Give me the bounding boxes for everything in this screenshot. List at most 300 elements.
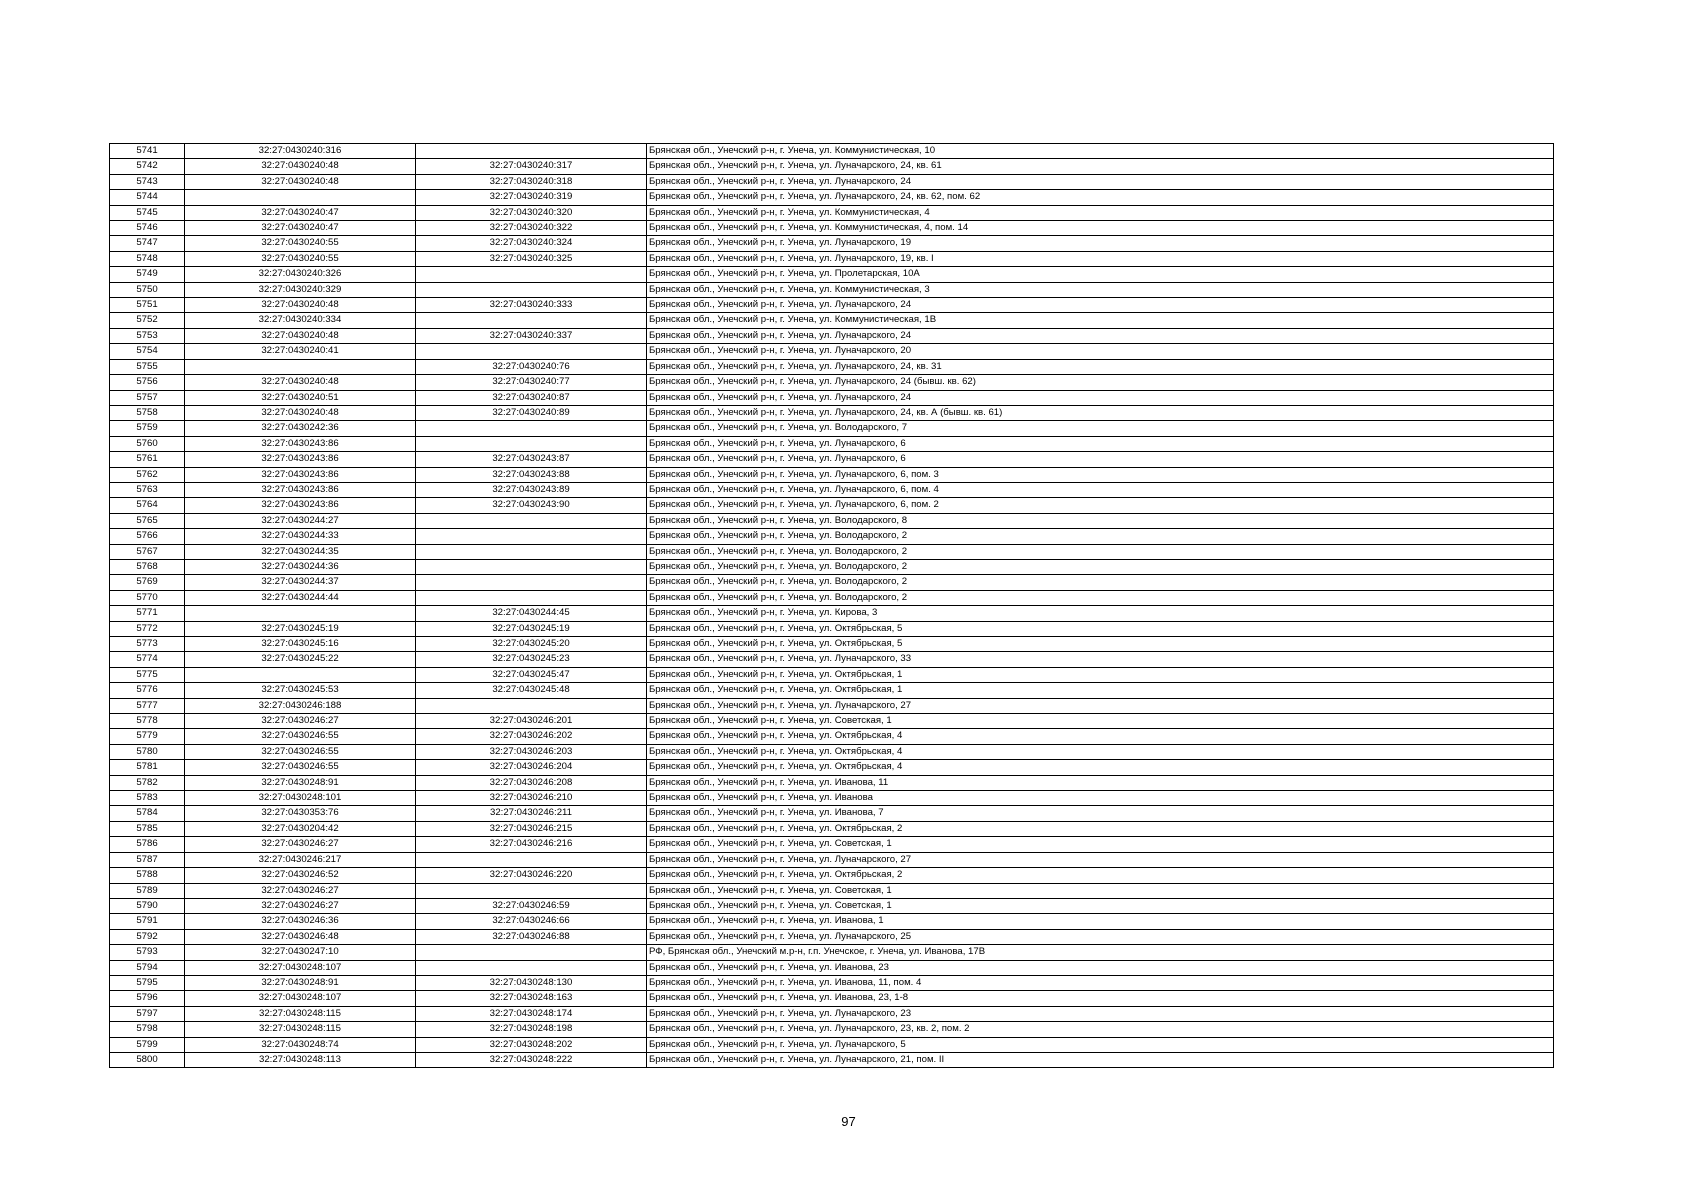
address-cell: Брянская обл., Унечский р-н, г. Унеча, ул. Октябрьская, 1 [647,683,1554,698]
table-row [110,421,1554,436]
row-number-cell: 5755 [110,359,185,374]
row-number-cell: 5757 [110,390,185,405]
table-row [110,436,1554,451]
parent-cadastral-number-cell: 32:27:0430244:37 [185,575,416,590]
parent-cadastral-number-cell: 32:27:0430245:19 [185,621,416,636]
table-row [110,637,1554,652]
cadastral-number-cell: 32:27:0430245:19 [416,621,647,636]
table-row [110,205,1554,220]
cadastral-number-cell: 32:27:0430245:20 [416,637,647,652]
parent-cadastral-number-cell: 32:27:0430248:101 [185,791,416,806]
table-row [110,852,1554,867]
address-cell: Брянская обл., Унечский р-н, г. Унеча, ул. Октябрьская, 1 [647,667,1554,682]
cadastral-number-cell: 32:27:0430240:325 [416,251,647,266]
row-number-cell: 5745 [110,205,185,220]
row-number-cell: 5769 [110,575,185,590]
parent-cadastral-number-cell: 32:27:0430245:16 [185,637,416,652]
parent-cadastral-number-cell: 32:27:0430248:115 [185,1022,416,1037]
parent-cadastral-number-cell: 32:27:0430244:44 [185,590,416,605]
table-row [110,868,1554,883]
parent-cadastral-number-cell: 32:27:0430246:217 [185,852,416,867]
parent-cadastral-number-cell: 32:27:0430240:47 [185,205,416,220]
table-row [110,945,1554,960]
row-number-cell: 5788 [110,868,185,883]
row-number-cell: 5753 [110,328,185,343]
table-row [110,328,1554,343]
cadastral-number-cell [416,590,647,605]
row-number-cell: 5780 [110,744,185,759]
address-cell: Брянская обл., Унечский р-н, г. Унеча, ул. Луначарского, 33 [647,652,1554,667]
row-number-cell: 5778 [110,714,185,729]
table-row [110,467,1554,482]
table-row [110,791,1554,806]
cadastral-number-cell [416,559,647,574]
table-row [110,760,1554,775]
cadastral-number-cell [416,529,647,544]
row-number-cell: 5794 [110,960,185,975]
parent-cadastral-number-cell: 32:27:0430248:115 [185,1006,416,1021]
cadastral-table [109,143,1554,1068]
address-cell: Брянская обл., Унечский р-н, г. Унеча, ул. Луначарского, 19 [647,236,1554,251]
cadastral-number-cell: 32:27:0430243:89 [416,482,647,497]
cadastral-number-cell: 32:27:0430246:203 [416,744,647,759]
table-row [110,960,1554,975]
cadastral-number-cell: 32:27:0430246:88 [416,929,647,944]
address-cell: Брянская обл., Унечский р-н, г. Унеча, ул. Луначарского, 6 [647,436,1554,451]
table-row [110,529,1554,544]
parent-cadastral-number-cell: 32:27:0430240:47 [185,221,416,236]
cadastral-number-cell: 32:27:0430248:130 [416,975,647,990]
cadastral-number-cell: 32:27:0430245:23 [416,652,647,667]
address-cell: Брянская обл., Унечский р-н, г. Унеча, ул. Луначарского, 24 (бывш. кв. 62) [647,375,1554,390]
parent-cadastral-number-cell: 32:27:0430244:27 [185,513,416,528]
row-number-cell: 5748 [110,251,185,266]
row-number-cell: 5785 [110,821,185,836]
table-row [110,359,1554,374]
address-cell: Брянская обл., Унечский р-н, г. Унеча, ул. Коммунистическая, 4, пом. 14 [647,221,1554,236]
parent-cadastral-number-cell: 32:27:0430246:55 [185,760,416,775]
table-row [110,544,1554,559]
cadastral-number-cell [416,436,647,451]
row-number-cell: 5787 [110,852,185,867]
cadastral-number-cell: 32:27:0430246:66 [416,914,647,929]
cadastral-number-cell: 32:27:0430240:317 [416,159,647,174]
row-number-cell: 5743 [110,174,185,189]
cadastral-number-cell: 32:27:0430240:337 [416,328,647,343]
table-row [110,606,1554,621]
address-cell: Брянская обл., Унечский р-н, г. Унеча, ул. Луначарского, 27 [647,852,1554,867]
address-cell: Брянская обл., Унечский р-н, г. Унеча, ул. Советская, 1 [647,714,1554,729]
row-number-cell: 5768 [110,559,185,574]
address-cell: Брянская обл., Унечский р-н, г. Унеча, ул. Володарского, 2 [647,544,1554,559]
address-cell: Брянская обл., Унечский р-н, г. Унеча, ул. Луначарского, 23 [647,1006,1554,1021]
table-row [110,405,1554,420]
cadastral-number-cell [416,945,647,960]
row-number-cell: 5765 [110,513,185,528]
cadastral-number-cell: 32:27:0430240:318 [416,174,647,189]
parent-cadastral-number-cell: 32:27:0430248:91 [185,775,416,790]
row-number-cell: 5767 [110,544,185,559]
cadastral-number-cell: 32:27:0430246:210 [416,791,647,806]
address-cell: Брянская обл., Унечский р-н, г. Унеча, ул. Володарского, 2 [647,559,1554,574]
cadastral-number-cell [416,282,647,297]
table-row [110,914,1554,929]
address-cell: Брянская обл., Унечский р-н, г. Унеча, ул. Володарского, 7 [647,421,1554,436]
parent-cadastral-number-cell: 32:27:0430240:48 [185,174,416,189]
table-row [110,898,1554,913]
parent-cadastral-number-cell: 32:27:0430204:42 [185,821,416,836]
table-row [110,221,1554,236]
parent-cadastral-number-cell: 32:27:0430240:48 [185,298,416,313]
row-number-cell: 5799 [110,1037,185,1052]
parent-cadastral-number-cell: 32:27:0430243:86 [185,436,416,451]
row-number-cell: 5771 [110,606,185,621]
cadastral-number-cell: 32:27:0430245:48 [416,683,647,698]
address-cell: Брянская обл., Унечский р-н, г. Унеча, ул. Советская, 1 [647,883,1554,898]
cadastral-number-cell: 32:27:0430243:90 [416,498,647,513]
row-number-cell: 5747 [110,236,185,251]
parent-cadastral-number-cell [185,667,416,682]
cadastral-table-body [110,144,1554,1068]
table-row [110,390,1554,405]
row-number-cell: 5784 [110,806,185,821]
address-cell: Брянская обл., Унечский р-н, г. Унеча, ул. Октябрьская, 4 [647,760,1554,775]
parent-cadastral-number-cell: 32:27:0430248:107 [185,960,416,975]
address-cell: Брянская обл., Унечский р-н, г. Унеча, ул. Октябрьская, 4 [647,744,1554,759]
parent-cadastral-number-cell: 32:27:0430246:52 [185,868,416,883]
address-cell: Брянская обл., Унечский р-н, г. Унеча, ул. Луначарского, 6, пом. 2 [647,498,1554,513]
parent-cadastral-number-cell: 32:27:0430240:51 [185,390,416,405]
address-cell: Брянская обл., Унечский р-н, г. Унеча, ул. Иванова, 23 [647,960,1554,975]
parent-cadastral-number-cell: 32:27:0430246:55 [185,744,416,759]
cadastral-number-cell [416,698,647,713]
row-number-cell: 5764 [110,498,185,513]
row-number-cell: 5776 [110,683,185,698]
address-cell: Брянская обл., Унечский р-н, г. Унеча, ул. Советская, 1 [647,898,1554,913]
address-cell: Брянская обл., Унечский р-н, г. Унеча, ул. Луначарского, 24 [647,298,1554,313]
table-row [110,282,1554,297]
row-number-cell: 5777 [110,698,185,713]
cadastral-number-cell: 32:27:0430240:319 [416,190,647,205]
row-number-cell: 5759 [110,421,185,436]
cadastral-number-cell: 32:27:0430240:324 [416,236,647,251]
table-row [110,344,1554,359]
address-cell: Брянская обл., Унечский р-н, г. Унеча, ул. Октябрьская, 2 [647,868,1554,883]
parent-cadastral-number-cell: 32:27:0430248:113 [185,1052,416,1067]
address-cell: Брянская обл., Унечский р-н, г. Унеча, ул. Луначарского, 24, кв. 62, пом. 62 [647,190,1554,205]
address-cell: Брянская обл., Унечский р-н, г. Унеча, ул. Коммунистическая, 3 [647,282,1554,297]
address-cell: Брянская обл., Унечский р-н, г. Унеча, ул. Луначарского, 6 [647,452,1554,467]
cadastral-number-cell: 32:27:0430240:76 [416,359,647,374]
row-number-cell: 5770 [110,590,185,605]
parent-cadastral-number-cell: 32:27:0430245:53 [185,683,416,698]
table-row [110,1006,1554,1021]
table-row [110,575,1554,590]
cadastral-number-cell: 32:27:0430245:47 [416,667,647,682]
parent-cadastral-number-cell: 32:27:0430240:48 [185,159,416,174]
table-row [110,714,1554,729]
parent-cadastral-number-cell: 32:27:0430243:86 [185,452,416,467]
parent-cadastral-number-cell: 32:27:0430244:35 [185,544,416,559]
address-cell: Брянская обл., Унечский р-н, г. Унеча, ул. Луначарского, 6, пом. 4 [647,482,1554,497]
address-cell: Брянская обл., Унечский р-н, г. Унеча, ул. Коммунистическая, 1В [647,313,1554,328]
address-cell: Брянская обл., Унечский р-н, г. Унеча, ул. Луначарского, 21, пом. II [647,1052,1554,1067]
address-cell: Брянская обл., Унечский р-н, г. Унеча, ул. Коммунистическая, 10 [647,144,1554,159]
table-row [110,190,1554,205]
address-cell: Брянская обл., Унечский р-н, г. Унеча, ул. Октябрьская, 2 [647,821,1554,836]
cadastral-number-cell [416,883,647,898]
table-row [110,775,1554,790]
row-number-cell: 5796 [110,991,185,1006]
cadastral-number-cell: 32:27:0430246:215 [416,821,647,836]
address-cell: Брянская обл., Унечский р-н, г. Унеча, ул. Луначарского, 24, кв. А (бывш. кв. 61) [647,405,1554,420]
parent-cadastral-number-cell: 32:27:0430246:27 [185,714,416,729]
cadastral-number-cell: 32:27:0430243:88 [416,467,647,482]
row-number-cell: 5760 [110,436,185,451]
table-row [110,590,1554,605]
cadastral-number-cell: 32:27:0430248:202 [416,1037,647,1052]
row-number-cell: 5791 [110,914,185,929]
table-row [110,683,1554,698]
address-cell: Брянская обл., Унечский р-н, г. Унеча, ул. Луначарского, 24 [647,390,1554,405]
row-number-cell: 5766 [110,529,185,544]
row-number-cell: 5758 [110,405,185,420]
address-cell: Брянская обл., Унечский р-н, г. Унеча, ул. Кирова, 3 [647,606,1554,621]
parent-cadastral-number-cell: 32:27:0430240:329 [185,282,416,297]
address-cell: Брянская обл., Унечский р-н, г. Унеча, ул. Иванова [647,791,1554,806]
row-number-cell: 5761 [110,452,185,467]
parent-cadastral-number-cell: 32:27:0430244:36 [185,559,416,574]
cadastral-number-cell: 32:27:0430244:45 [416,606,647,621]
row-number-cell: 5797 [110,1006,185,1021]
parent-cadastral-number-cell: 32:27:0430246:36 [185,914,416,929]
row-number-cell: 5790 [110,898,185,913]
row-number-cell: 5779 [110,729,185,744]
table-row [110,821,1554,836]
row-number-cell: 5782 [110,775,185,790]
table-row [110,298,1554,313]
parent-cadastral-number-cell: 32:27:0430240:41 [185,344,416,359]
cadastral-number-cell: 32:27:0430246:202 [416,729,647,744]
address-cell: Брянская обл., Унечский р-н, г. Унеча, ул. Луначарского, 27 [647,698,1554,713]
cadastral-number-cell: 32:27:0430246:211 [416,806,647,821]
address-cell: Брянская обл., Унечский р-н, г. Унеча, ул. Володарского, 2 [647,590,1554,605]
address-cell: Брянская обл., Унечский р-н, г. Унеча, ул. Иванова, 11 [647,775,1554,790]
table-row [110,559,1554,574]
table-row [110,251,1554,266]
table-row [110,929,1554,944]
table-row [110,621,1554,636]
address-cell: Брянская обл., Унечский р-н, г. Унеча, ул. Иванова, 11, пом. 4 [647,975,1554,990]
parent-cadastral-number-cell: 32:27:0430240:48 [185,328,416,343]
parent-cadastral-number-cell: 32:27:0430247:10 [185,945,416,960]
cadastral-number-cell: 32:27:0430248:198 [416,1022,647,1037]
page-number: 97 [841,1114,856,1129]
table-row [110,806,1554,821]
address-cell: Брянская обл., Унечский р-н, г. Унеча, ул. Луначарского, 20 [647,344,1554,359]
address-cell: Брянская обл., Унечский р-н, г. Унеча, ул. Луначарского, 24, кв. 31 [647,359,1554,374]
address-cell: Брянская обл., Унечский р-н, г. Унеча, ул. Луначарского, 25 [647,929,1554,944]
cadastral-number-cell [416,852,647,867]
table-row [110,1052,1554,1067]
cadastral-number-cell [416,421,647,436]
row-number-cell: 5800 [110,1052,185,1067]
table-row [110,837,1554,852]
cadastral-number-cell [416,267,647,282]
row-number-cell: 5754 [110,344,185,359]
cadastral-number-cell: 32:27:0430246:201 [416,714,647,729]
row-number-cell: 5762 [110,467,185,482]
parent-cadastral-number-cell: 32:27:0430246:27 [185,883,416,898]
parent-cadastral-number-cell: 32:27:0430240:316 [185,144,416,159]
address-cell: Брянская обл., Унечский р-н, г. Унеча, ул. Иванова, 7 [647,806,1554,821]
cadastral-number-cell: 32:27:0430240:89 [416,405,647,420]
row-number-cell: 5793 [110,945,185,960]
row-number-cell: 5763 [110,482,185,497]
address-cell: Брянская обл., Унечский р-н, г. Унеча, ул. Луначарского, 24 [647,328,1554,343]
parent-cadastral-number-cell: 32:27:0430353:76 [185,806,416,821]
table-row [110,498,1554,513]
cadastral-number-cell [416,344,647,359]
cadastral-number-cell: 32:27:0430246:59 [416,898,647,913]
cadastral-number-cell: 32:27:0430248:222 [416,1052,647,1067]
table-row [110,375,1554,390]
parent-cadastral-number-cell: 32:27:0430248:74 [185,1037,416,1052]
address-cell: РФ, Брянская обл., Унечский м.р-н, г.п. Унечское, г. Унеча, ул. Иванова, 17В [647,945,1554,960]
parent-cadastral-number-cell [185,190,416,205]
row-number-cell: 5749 [110,267,185,282]
parent-cadastral-number-cell: 32:27:0430240:48 [185,405,416,420]
table-row [110,1022,1554,1037]
address-cell: Брянская обл., Унечский р-н, г. Унеча, ул. Луначарского, 23, кв. 2, пом. 2 [647,1022,1554,1037]
table-row [110,159,1554,174]
parent-cadastral-number-cell: 32:27:0430246:55 [185,729,416,744]
table-row [110,482,1554,497]
cadastral-number-cell: 32:27:0430240:87 [416,390,647,405]
parent-cadastral-number-cell: 32:27:0430246:188 [185,698,416,713]
table-row [110,698,1554,713]
cadastral-number-cell: 32:27:0430246:216 [416,837,647,852]
parent-cadastral-number-cell: 32:27:0430240:334 [185,313,416,328]
address-cell: Брянская обл., Унечский р-н, г. Унеча, ул. Володарского, 2 [647,575,1554,590]
cadastral-number-cell: 32:27:0430246:204 [416,760,647,775]
cadastral-number-cell: 32:27:0430240:333 [416,298,647,313]
cadastral-number-cell: 32:27:0430246:208 [416,775,647,790]
address-cell: Брянская обл., Унечский р-н, г. Унеча, ул. Луначарского, 5 [647,1037,1554,1052]
address-cell: Брянская обл., Унечский р-н, г. Унеча, ул. Октябрьская, 5 [647,621,1554,636]
cadastral-number-cell: 32:27:0430240:320 [416,205,647,220]
table-row [110,144,1554,159]
address-cell: Брянская обл., Унечский р-н, г. Унеча, ул. Иванова, 23, 1-8 [647,991,1554,1006]
row-number-cell: 5746 [110,221,185,236]
address-cell: Брянская обл., Унечский р-н, г. Унеча, ул. Луначарского, 24 [647,174,1554,189]
table-row [110,883,1554,898]
parent-cadastral-number-cell: 32:27:0430240:55 [185,251,416,266]
row-number-cell: 5786 [110,837,185,852]
parent-cadastral-number-cell: 32:27:0430248:91 [185,975,416,990]
address-cell: Брянская обл., Унечский р-н, г. Унеча, ул. Луначарского, 19, кв. I [647,251,1554,266]
parent-cadastral-number-cell: 32:27:0430244:33 [185,529,416,544]
parent-cadastral-number-cell: 32:27:0430243:86 [185,498,416,513]
address-cell: Брянская обл., Унечский р-н, г. Унеча, ул. Советская, 1 [647,837,1554,852]
table-row [110,236,1554,251]
cadastral-number-cell [416,575,647,590]
address-cell: Брянская обл., Унечский р-н, г. Унеча, ул. Октябрьская, 5 [647,637,1554,652]
parent-cadastral-number-cell: 32:27:0430243:86 [185,482,416,497]
row-number-cell: 5798 [110,1022,185,1037]
parent-cadastral-number-cell: 32:27:0430246:27 [185,898,416,913]
table-row [110,513,1554,528]
address-cell: Брянская обл., Унечский р-н, г. Унеча, ул. Октябрьская, 4 [647,729,1554,744]
address-cell: Брянская обл., Унечский р-н, г. Унеча, ул. Луначарского, 24, кв. 61 [647,159,1554,174]
address-cell: Брянская обл., Унечский р-н, г. Унеча, ул. Пролетарская, 10А [647,267,1554,282]
parent-cadastral-number-cell: 32:27:0430245:22 [185,652,416,667]
parent-cadastral-number-cell: 32:27:0430246:48 [185,929,416,944]
cadastral-number-cell: 32:27:0430246:220 [416,868,647,883]
parent-cadastral-number-cell [185,359,416,374]
parent-cadastral-number-cell [185,606,416,621]
row-number-cell: 5756 [110,375,185,390]
row-number-cell: 5750 [110,282,185,297]
table-row [110,313,1554,328]
cadastral-number-cell: 32:27:0430240:322 [416,221,647,236]
row-number-cell: 5751 [110,298,185,313]
row-number-cell: 5792 [110,929,185,944]
table-row [110,729,1554,744]
cadastral-number-cell [416,313,647,328]
cadastral-number-cell: 32:27:0430248:174 [416,1006,647,1021]
parent-cadastral-number-cell: 32:27:0430240:326 [185,267,416,282]
row-number-cell: 5744 [110,190,185,205]
row-number-cell: 5789 [110,883,185,898]
parent-cadastral-number-cell: 32:27:0430248:107 [185,991,416,1006]
cadastral-number-cell [416,544,647,559]
cadastral-number-cell: 32:27:0430243:87 [416,452,647,467]
row-number-cell: 5741 [110,144,185,159]
row-number-cell: 5795 [110,975,185,990]
table-row [110,652,1554,667]
row-number-cell: 5742 [110,159,185,174]
table-row [110,975,1554,990]
table-row [110,452,1554,467]
table-row [110,267,1554,282]
cadastral-number-cell: 32:27:0430248:163 [416,991,647,1006]
cadastral-number-cell [416,960,647,975]
row-number-cell: 5774 [110,652,185,667]
cadastral-number-cell: 32:27:0430240:77 [416,375,647,390]
row-number-cell: 5752 [110,313,185,328]
row-number-cell: 5781 [110,760,185,775]
parent-cadastral-number-cell: 32:27:0430242:36 [185,421,416,436]
row-number-cell: 5775 [110,667,185,682]
cadastral-number-cell [416,513,647,528]
address-cell: Брянская обл., Унечский р-н, г. Унеча, ул. Коммунистическая, 4 [647,205,1554,220]
address-cell: Брянская обл., Унечский р-н, г. Унеча, ул. Володарского, 2 [647,529,1554,544]
table-row [110,667,1554,682]
table-row [110,744,1554,759]
row-number-cell: 5772 [110,621,185,636]
address-cell: Брянская обл., Унечский р-н, г. Унеча, ул. Володарского, 8 [647,513,1554,528]
row-number-cell: 5773 [110,637,185,652]
address-cell: Брянская обл., Унечский р-н, г. Унеча, ул. Луначарского, 6, пом. 3 [647,467,1554,482]
address-cell: Брянская обл., Унечский р-н, г. Унеча, ул. Иванова, 1 [647,914,1554,929]
row-number-cell: 5783 [110,791,185,806]
table-row [110,991,1554,1006]
table-row [110,1037,1554,1052]
parent-cadastral-number-cell: 32:27:0430240:48 [185,375,416,390]
parent-cadastral-number-cell: 32:27:0430243:86 [185,467,416,482]
table-row [110,174,1554,189]
